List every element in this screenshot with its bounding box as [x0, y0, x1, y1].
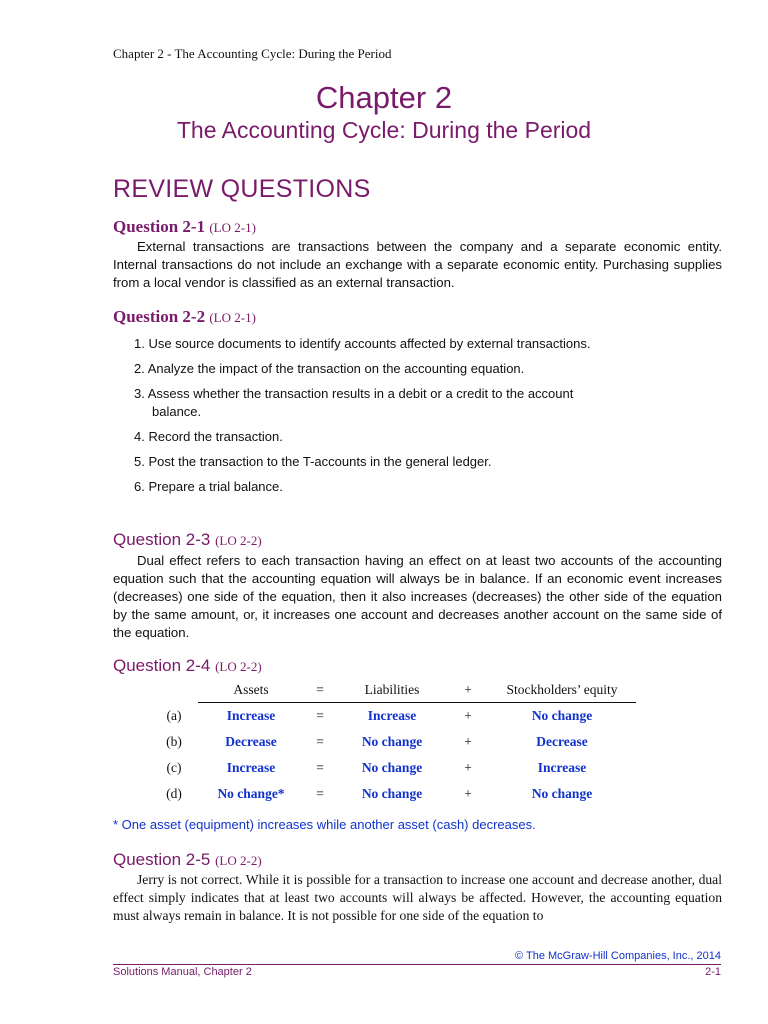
running-header: Chapter 2 - The Accounting Cycle: During the Period: [113, 46, 392, 61]
step-item: 4. Record the transaction.: [134, 429, 283, 444]
question-2-5-answer: Jerry is not correct. While it is possible for a transaction to increase one account and decrease another, dual effect simply indicates that at least two accounts will always be affected. However, the accounting equation must always remain in balance. It is not possible for one side of the equation to: [113, 872, 722, 923]
copyright-notice: © The McGraw-Hill Companies, Inc., 2014: [515, 950, 721, 962]
learning-objective: (LO 2-2): [215, 853, 262, 868]
chapter-title: Chapter 2: [315, 80, 453, 115]
table-header-row: [150, 680, 636, 703]
row-label: (d): [166, 786, 182, 801]
learning-objective: (LO 2-1): [209, 310, 256, 325]
question-2-4-heading: [113, 656, 262, 676]
step-text: 3. Assess whether the transaction results in a debit or a credit to the account: [134, 386, 574, 401]
column-header-liabilities: Liabilities: [336, 680, 448, 703]
question-label: Question 2-4: [113, 656, 211, 675]
column-header-equity: Stockholders’ equity: [488, 680, 636, 703]
equals-cell: =: [316, 786, 324, 801]
assets-cell: Decrease: [225, 734, 277, 749]
step-item: 5. Post the transaction to the T-accounts in the general ledger.: [134, 454, 492, 469]
liabilities-cell: No change: [361, 760, 423, 775]
assets-cell: Increase: [226, 708, 276, 723]
plus-cell: +: [464, 786, 472, 801]
question-label: Question 2-2: [113, 307, 206, 326]
plus-cell: +: [464, 760, 472, 775]
plus-cell: +: [464, 708, 472, 723]
footer-manual-title: Solutions Manual, Chapter 2: [113, 966, 252, 978]
row-label: (c): [166, 760, 182, 775]
learning-objective: (LO 2-1): [209, 220, 256, 235]
column-header-plus: +: [448, 680, 488, 703]
equity-cell: Decrease: [536, 734, 588, 749]
equity-cell: Increase: [537, 760, 587, 775]
learning-objective: (LO 2-2): [215, 659, 262, 674]
step-item: [134, 385, 590, 421]
liabilities-cell: No change: [361, 734, 423, 749]
plus-cell: +: [464, 734, 472, 749]
liabilities-cell: No change: [361, 786, 423, 801]
equity-cell: No change: [531, 786, 593, 801]
step-item: 1. Use source documents to identify accounts affected by external transactions.: [134, 336, 591, 351]
question-2-5-heading: [113, 850, 262, 870]
row-label: (b): [166, 734, 182, 749]
row-label: (a): [166, 707, 182, 723]
equals-cell: =: [316, 734, 324, 749]
learning-objective: (LO 2-2): [215, 533, 262, 548]
question-label: Question 2-3: [113, 530, 211, 549]
step-text-continuation: balance.: [152, 404, 202, 419]
table-row: [150, 703, 636, 730]
equals-cell: =: [316, 708, 324, 723]
question-2-3-answer: Dual effect refers to each transaction having an effect on at least two accounts of the accounting equation such that the accounting equation will always be in balance. If an economic event increases (decreases) one side of the equation, then it also increases (decreases) the other side of the equation by the same amount, or, it increases one account and decreases another account on the same side of the equation.: [113, 553, 722, 640]
accounting-equation-table: [150, 680, 636, 807]
question-2-2-heading: [113, 307, 256, 327]
table-footnote: * One asset (equipment) increases while another asset (cash) decreases.: [113, 817, 536, 832]
liabilities-cell: Increase: [367, 708, 417, 723]
column-header-assets: Assets: [198, 680, 304, 703]
chapter-subtitle: The Accounting Cycle: During the Period: [176, 117, 592, 143]
table-row: [150, 729, 636, 755]
step-item: 2. Analyze the impact of the transaction on the accounting equation.: [134, 361, 525, 376]
assets-cell: Increase: [226, 760, 276, 775]
table-row: [150, 781, 636, 807]
footer-divider: [113, 964, 721, 965]
question-2-3-heading: [113, 530, 262, 550]
question-2-1-answer: External transactions are transactions between the company and a separate economic entity. Internal transactions do not include an exchange with a separate economic entity. Purchasing supplies from a local vendor is classified as an external transaction.: [113, 239, 722, 290]
equals-cell: =: [316, 760, 324, 775]
section-heading: REVIEW QUESTIONS: [113, 175, 371, 203]
equity-cell: No change: [531, 708, 593, 723]
question-label: Question 2-5: [113, 850, 211, 869]
column-header-equals: =: [304, 680, 336, 703]
assets-cell: No change*: [217, 786, 285, 801]
row-label-header: [150, 680, 198, 703]
question-2-1-heading: [113, 217, 256, 237]
step-item: 6. Prepare a trial balance.: [134, 479, 283, 494]
table-row: [150, 755, 636, 781]
footer-page-number: 2-1: [705, 966, 721, 978]
question-2-2-steps: [134, 335, 590, 503]
question-label: Question 2-1: [113, 217, 206, 236]
